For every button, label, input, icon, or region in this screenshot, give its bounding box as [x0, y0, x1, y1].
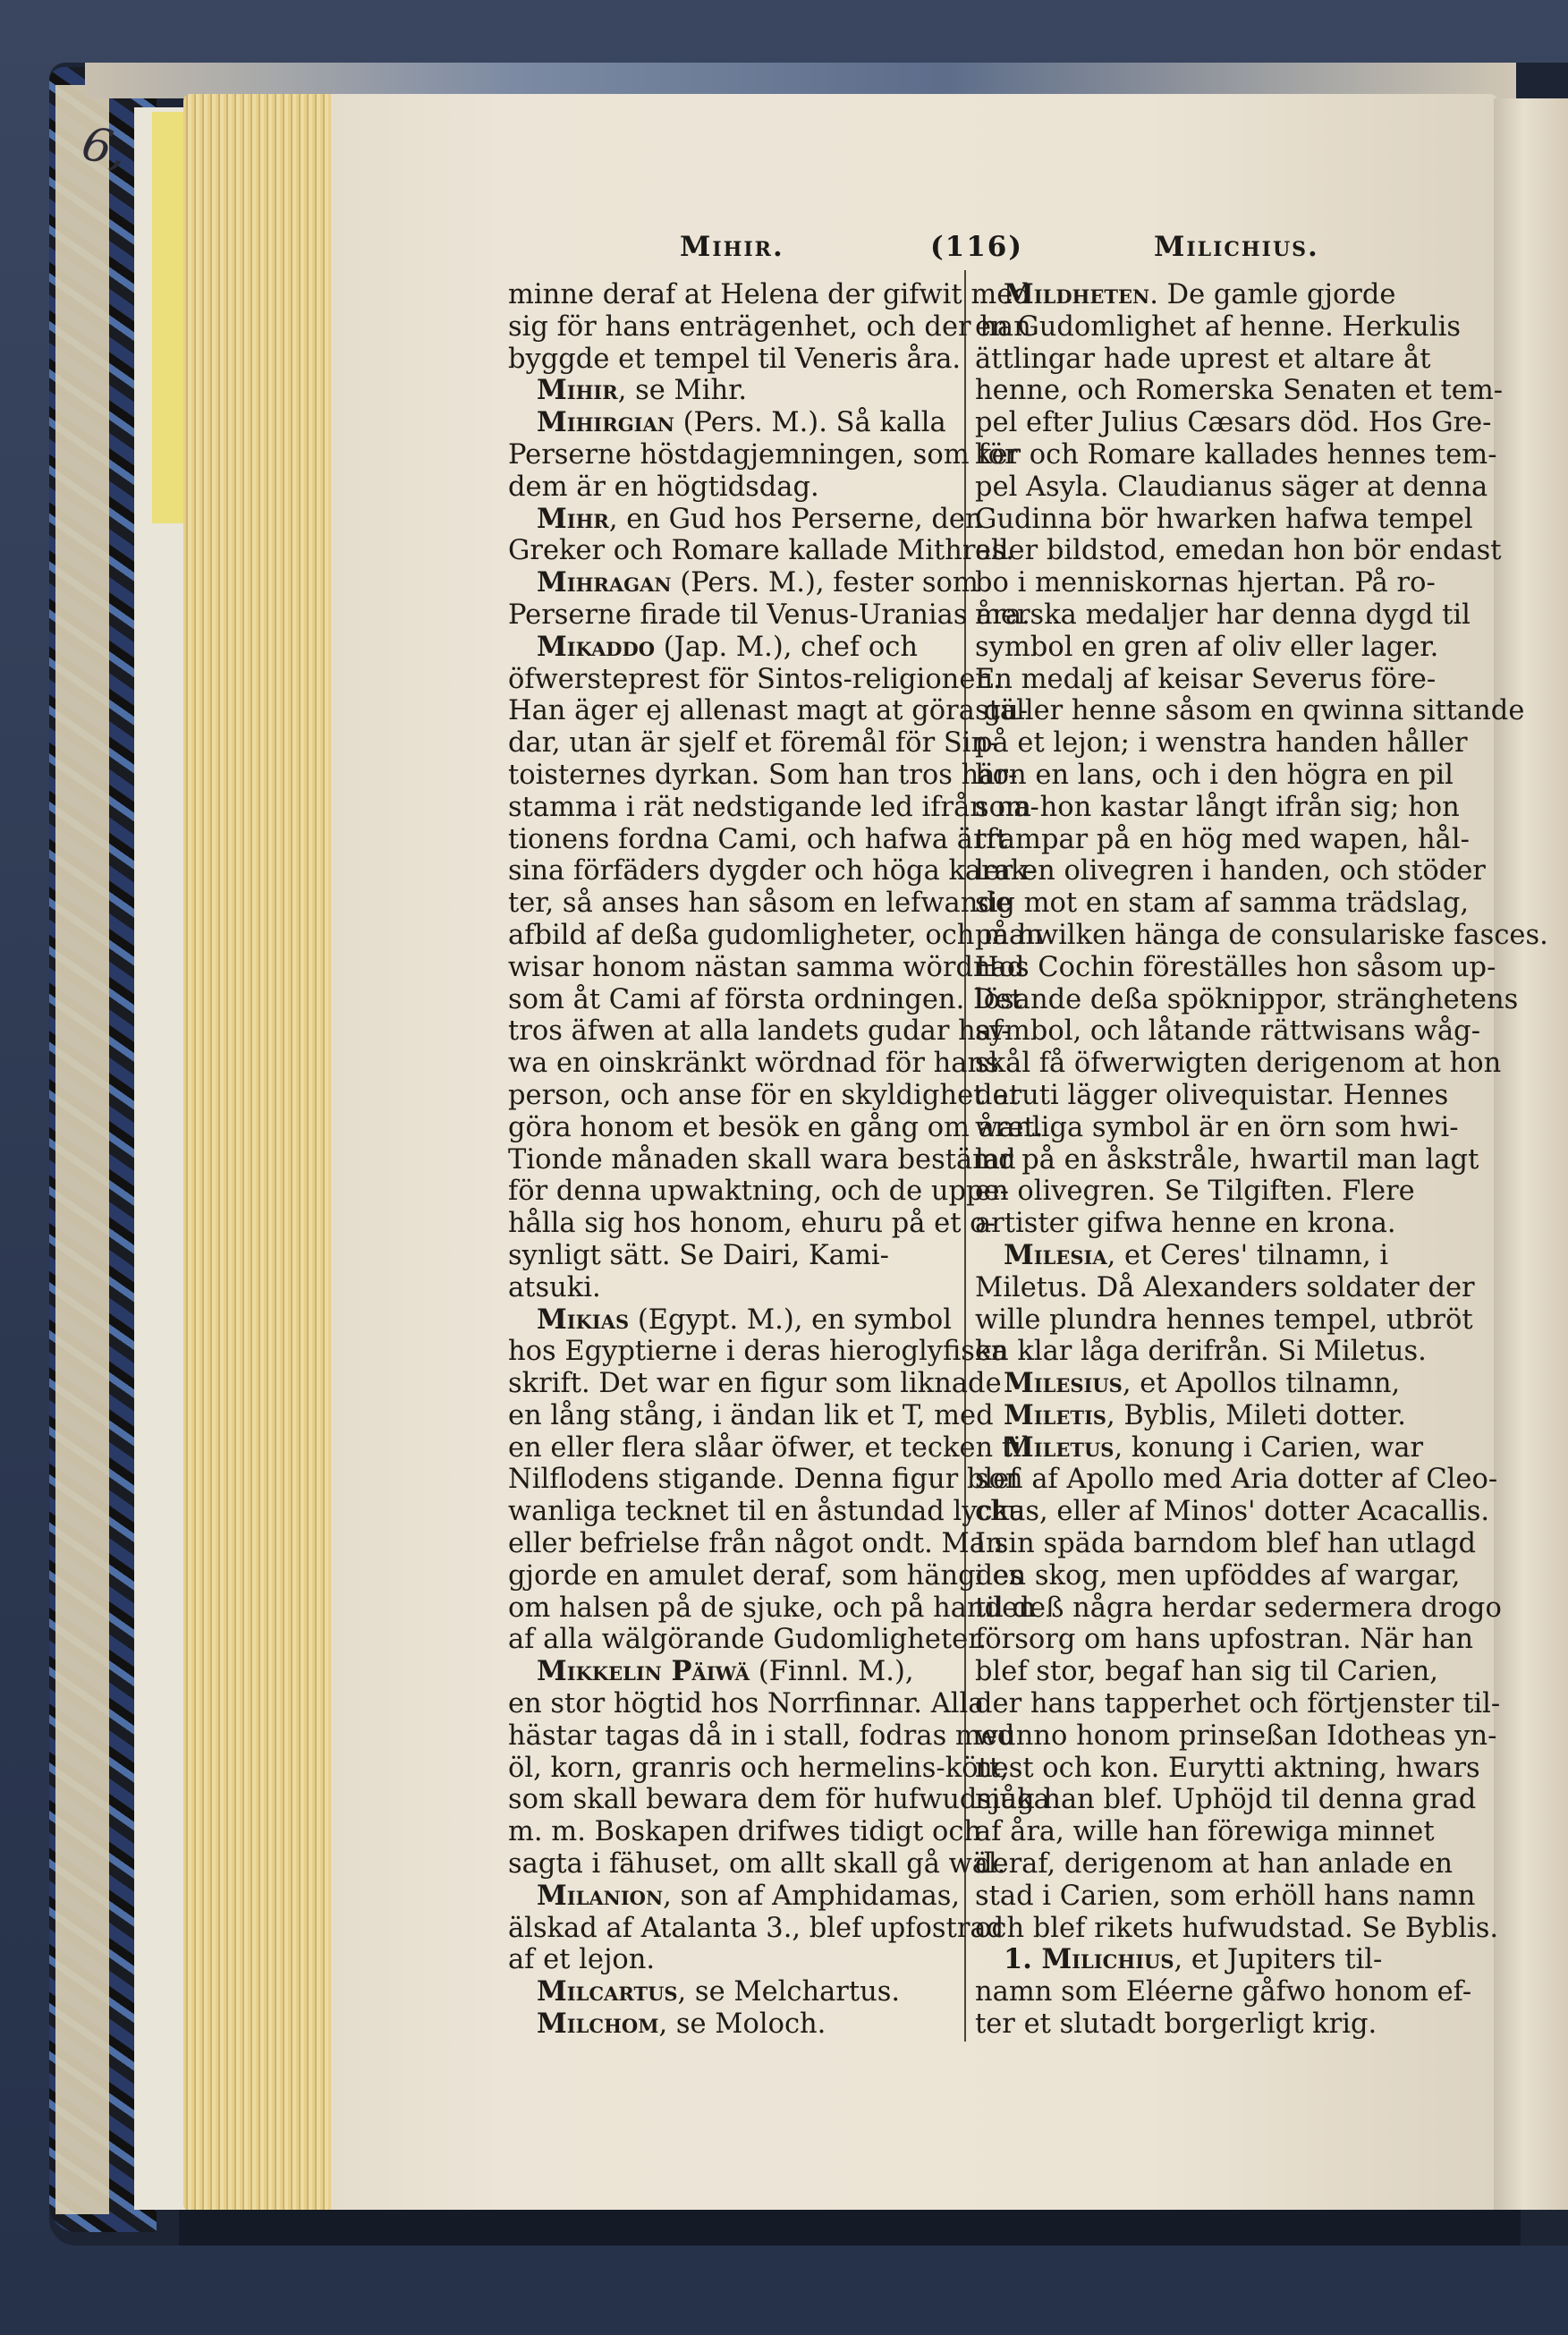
text-line [508, 566, 979, 599]
text-line [975, 792, 1476, 824]
entry-text: Miletus. Då Alexanders soldater der [975, 1271, 1475, 1303]
text-line [508, 919, 1043, 952]
entry-text: stamma i rät nedstigande led ifrån na- [508, 791, 1039, 823]
entry-text: af et lejon. [508, 1944, 656, 1976]
text-line [508, 951, 1025, 984]
entry-text: , et Ceres' tilnamn, i [1106, 1239, 1389, 1271]
text-line [508, 1111, 1044, 1144]
entry-text: ker och Romare kallades hennes tem- [975, 438, 1497, 471]
text-line [975, 1176, 1476, 1208]
entry-text: hålla sig hos honom, ehuru på et o- [508, 1208, 996, 1240]
text-line [508, 1719, 1015, 1753]
entry-text: , se Moloch. [658, 2008, 826, 2041]
text-line [508, 1656, 955, 1688]
text-line [975, 824, 1476, 856]
text-line [975, 1240, 1476, 1272]
text-line [975, 1976, 1476, 2008]
text-line [508, 1304, 955, 1337]
text-line [508, 855, 1037, 887]
entry-headword: Milchom [537, 2008, 659, 2041]
text-line [975, 471, 1488, 504]
text-line [975, 919, 1548, 952]
entry-headword: Milcartus [537, 1975, 678, 2008]
text-line [508, 1784, 1050, 1816]
entry-text: dem är en högtidsdag. [508, 471, 819, 503]
entry-text: wisar honom nästan samma wördnad [508, 951, 1025, 983]
entry-text: wa en oinskränkt wördnad för hans [508, 1048, 999, 1080]
text-line [508, 1015, 1011, 1048]
text-line [975, 1112, 1476, 1144]
entry-text: (Pers. M.). Så kalla [674, 407, 946, 439]
entry-text: merska medaljer har denna dygd til [975, 599, 1471, 631]
entry-text: ter, så anses han såsom en lefwande [508, 887, 1012, 920]
handwritten-margin-note: 6, [77, 116, 132, 179]
entry-text: namn som Eléerne gåfwo honom ef- [975, 1976, 1472, 2008]
text-line [508, 1944, 955, 1976]
entry-text: (Finnl. M.), [750, 1656, 914, 1688]
text-line [975, 1881, 1476, 1913]
entry-text: Han äger ej allenast magt at göra gu- [508, 695, 1029, 727]
right-column [975, 278, 1548, 2041]
entry-text: hon en lans, och i den högra en pil [975, 759, 1454, 791]
text-line [975, 567, 1476, 599]
text-line [975, 1719, 1497, 1753]
text-line [975, 1784, 1476, 1816]
entry-text: Perserne firade til Venus-Uranias åra. [508, 599, 1030, 631]
text-line [508, 1912, 1004, 1945]
text-line [975, 951, 1496, 984]
entry-text: Tionde månaden skall wara bestämd [508, 1143, 1016, 1176]
entry-text: , se Mihr. [617, 375, 748, 407]
text-line [508, 375, 955, 407]
text-line [975, 1944, 1476, 1976]
entry-text: tionens fordna Cami, och hafwa ärft [508, 823, 1008, 855]
entry-text: atsuki. [508, 1271, 601, 1303]
entry-text: deruti lägger olivequistar. Hennes [975, 1079, 1449, 1111]
entry-text: pel efter Julius Cæsars död. Hos Gre- [975, 407, 1492, 439]
right-page-edge [1494, 98, 1568, 2210]
entry-text: , se Melchartus. [677, 1976, 901, 2008]
entry-text: henne, och Romerska Senaten et tem- [975, 375, 1504, 407]
text-line [508, 1496, 1026, 1528]
text-line [508, 407, 955, 439]
text-line [975, 1688, 1501, 1720]
entry-text: (Egypt. M.), en symbol [629, 1303, 952, 1336]
entry-text: om halsen på de sjuke, och på handen [508, 1592, 1036, 1624]
entry-text: Hos Cochin föreställes hon såsom up- [975, 951, 1496, 983]
text-line [975, 983, 1519, 1016]
entry-text: bo i menniskornas hjertan. På ro- [975, 567, 1436, 599]
entry-headword: Mikaddo [537, 630, 655, 663]
text-line [975, 1560, 1476, 1592]
spine-top-edge [85, 63, 1516, 98]
text-line [975, 1208, 1476, 1240]
entry-text: afbild af deßa gudomligheter, och man [508, 919, 1043, 951]
text-line [508, 310, 1031, 344]
text-line [975, 855, 1486, 887]
entry-text: måg han blef. Uphöjd til denna grad [975, 1784, 1477, 1816]
entry-text: försorg om hans upfostran. När han [975, 1624, 1473, 1656]
entry-text: lar på en åskstråle, hwartil man lagt [975, 1143, 1479, 1176]
text-line [508, 1336, 1008, 1368]
entry-text: öl, korn, granris och hermelins-kött, [508, 1752, 1009, 1784]
text-line [975, 695, 1525, 727]
entry-text: artister gifwa henne en krona. [975, 1208, 1396, 1240]
entry-text: hos Egyptierne i deras hieroglyfiska [508, 1336, 1008, 1368]
text-line [975, 1816, 1476, 1848]
text-line [975, 1656, 1476, 1688]
entry-text: chus, eller af Minos' dotter Acacallis. [975, 1496, 1490, 1528]
text-line [508, 1048, 999, 1080]
entry-text: (Pers. M.), fester som [671, 567, 979, 599]
text-line [508, 343, 962, 376]
entry-text: wille plundra hennes tempel, utbröt [975, 1303, 1473, 1336]
text-line [975, 887, 1476, 920]
entry-text: der hans tapperhet och förtjenster til- [975, 1688, 1501, 1720]
left-column [508, 279, 1050, 2041]
entry-headword: Mihirgian [537, 406, 674, 439]
entry-text: på hwilken hänga de consulariske fasces. [975, 919, 1548, 951]
text-line [975, 664, 1476, 696]
text-line [975, 1848, 1476, 1881]
entry-text: sig mot en stam af samma trädslag, [975, 887, 1470, 920]
text-line [508, 823, 1008, 856]
text-line [508, 1208, 996, 1240]
entry-text: symbol en gren af oliv eller lager. [975, 631, 1439, 663]
text-line [975, 1272, 1476, 1304]
text-line [508, 1976, 955, 2008]
entry-headword: Miletis [1004, 1398, 1106, 1431]
entry-headword: 1. Milichius [1004, 1943, 1174, 1976]
text-line [508, 2008, 955, 2041]
text-line [975, 311, 1476, 344]
entry-text: wanliga tecknet til en åstundad lycka [508, 1496, 1026, 1528]
text-line [975, 1752, 1480, 1785]
entry-headword: Milesia [1004, 1238, 1107, 1271]
text-line [508, 1464, 1020, 1496]
entry-text: älskad af Atalanta 3., blef upfostrad [508, 1912, 1004, 1944]
entry-headword: Mikkelin Päiwä [537, 1655, 750, 1688]
text-line [975, 1912, 1499, 1945]
entry-text: ättlingar hade uprest et altare åt [975, 343, 1431, 375]
entry-text: tros äfwen at alla landets gudar haf- [508, 1015, 1011, 1048]
text-line [975, 279, 1476, 311]
endpaper [55, 85, 109, 2214]
text-line [508, 1848, 1006, 1881]
text-line [508, 887, 1012, 920]
text-line [508, 1240, 955, 1272]
entry-text: , et Apollos tilnamn, [1122, 1368, 1401, 1400]
text-line [508, 1399, 994, 1432]
text-line [508, 535, 1014, 567]
entry-text: öfwersteprest för Sintos-religionen. [508, 663, 1002, 695]
entry-text: stad i Carien, som erhöll hans namn [975, 1880, 1476, 1912]
entry-text: ler en olivegren i handen, och stöder [975, 855, 1486, 887]
text-line [975, 1048, 1502, 1080]
text-line [508, 502, 983, 536]
entry-text: blef stor, begaf han sig til Carien, [975, 1656, 1438, 1688]
text-line [508, 599, 1030, 632]
entry-text: I sin späda barndom blef han utlagd [975, 1528, 1477, 1560]
text-line [508, 727, 998, 760]
entry-headword: Mihragan [537, 566, 672, 599]
text-line [975, 438, 1497, 471]
entry-text: , et Jupiters til- [1174, 1944, 1383, 1976]
text-line [508, 695, 1029, 727]
entry-text: Nilflodens stigande. Denna figur blef [508, 1464, 1020, 1496]
entry-headword: Mildheten [1004, 278, 1150, 310]
entry-text: deraf, derigenom at han anlade en [975, 1848, 1454, 1881]
text-line [975, 1592, 1502, 1625]
entry-text: sagta i fähuset, om allt skall gå wäl. [508, 1848, 1006, 1881]
entry-text: , Byblis, Mileti dotter. [1106, 1399, 1406, 1431]
text-line [508, 759, 1018, 792]
text-line [975, 375, 1504, 407]
text-line [508, 983, 1022, 1016]
entry-text: en stor högtid hos Norrfinnar. Alla [508, 1688, 985, 1720]
text-line [508, 1688, 985, 1720]
text-line [975, 1336, 1476, 1368]
entry-text: i en skog, men upföddes af wargar, [975, 1559, 1461, 1592]
entry-text: som skall bewara dem för hufwudsjuka [508, 1784, 1050, 1816]
entry-headword: Mihr [537, 502, 609, 535]
text-line [975, 1400, 1476, 1432]
entry-text: som åt Cami af första ordningen. Det [508, 983, 1022, 1015]
entry-text: , konung i Carien, war [1114, 1431, 1424, 1464]
page-edges [183, 94, 335, 2214]
entry-text: minne deraf at Helena der gifwit med [508, 279, 1030, 310]
text-line [975, 407, 1492, 439]
entry-text: skrift. Det war en figur som liknade [508, 1368, 1002, 1400]
text-line [975, 344, 1476, 376]
text-line [508, 663, 1002, 696]
entry-text: och blef rikets hufwudstad. Se Byblis. [975, 1912, 1499, 1944]
text-line [508, 1752, 1009, 1785]
entry-text: göra honom et besök en gång om året. [508, 1111, 1044, 1143]
entry-text: wanliga symbol är en örn som hwi- [975, 1111, 1459, 1143]
text-line [508, 1368, 1002, 1400]
text-line [975, 1304, 1476, 1337]
entry-headword: Mikias [537, 1303, 630, 1336]
text-line [508, 1176, 1009, 1208]
entry-text: en lång stång, i ändan lik et T, med [508, 1399, 994, 1431]
text-line [975, 1143, 1479, 1176]
entry-text: af åra, wille han förewiga minnet [975, 1816, 1435, 1848]
entry-text: trampar på en hög med wapen, hål- [975, 823, 1470, 855]
text-line [508, 471, 955, 504]
text-line [508, 1816, 982, 1848]
text-line [508, 1143, 1016, 1176]
text-line [975, 1496, 1490, 1528]
entry-text: (Jap. M.), chef och [655, 631, 918, 663]
entry-text: eller befrielse från något ondt. Man [508, 1528, 1004, 1560]
running-head-left: Mihir. [680, 231, 784, 263]
text-line [975, 1464, 1498, 1496]
text-line [508, 1272, 955, 1304]
entry-text: dar, utan är sjelf et föremål för Sin- [508, 727, 998, 760]
entry-text: sina förfäders dygder och höga karak- [508, 855, 1037, 887]
text-line [975, 1624, 1476, 1656]
entry-headword: Milanion [537, 1879, 664, 1912]
text-line [508, 1592, 1036, 1625]
entry-text: af alla wälgörande Gudomligheter. [508, 1624, 987, 1656]
entry-text: en olivegren. Se Tilgiften. Flere [975, 1176, 1415, 1208]
text-line [975, 1080, 1476, 1112]
entry-text: en klar låga derifrån. Si Miletus. [975, 1336, 1427, 1368]
text-line [975, 1368, 1476, 1400]
entry-headword: Miletus [1004, 1431, 1115, 1464]
entry-text: sig för hans enträgenhet, och der han [508, 310, 1031, 343]
entry-text: skål få öfwerwigten derigenom at hon [975, 1048, 1502, 1080]
text-line [975, 760, 1476, 792]
text-line [975, 1015, 1480, 1048]
entry-text: symbol, och låtande rättwisans wåg- [975, 1015, 1480, 1048]
text-line [975, 599, 1476, 632]
entry-text: gjorde en amulet deraf, som hängdes [508, 1559, 1023, 1592]
entry-text: , en Gud hos Perserne, den [608, 503, 983, 535]
text-line [508, 1879, 961, 1913]
entry-text: en Gudomlighet af henne. Herkulis [975, 310, 1461, 343]
text-line [508, 279, 1030, 311]
entry-text: ställer henne såsom en qwinna sittande [975, 695, 1525, 727]
entry-text: som hon kastar långt ifrån sig; hon [975, 791, 1460, 823]
text-line [508, 791, 1039, 824]
entry-text: eller bildstod, emedan hon bör endast [975, 535, 1502, 567]
entry-text: byggde et tempel til Veneris åra. [508, 343, 962, 375]
yellow-tab [152, 112, 186, 523]
text-line [508, 1079, 1021, 1112]
text-line [508, 1559, 1023, 1592]
entry-text: m. m. Boskapen drifwes tidigt och [508, 1816, 982, 1848]
entry-text: hästar tagas då in i stall, fodras med [508, 1719, 1015, 1752]
entry-text: En medalj af keisar Severus före- [975, 663, 1437, 695]
entry-text: . De gamle gjorde [1149, 279, 1396, 310]
text-line [508, 632, 955, 664]
entry-text: på et lejon; i wenstra handen håller [975, 727, 1468, 760]
page-number: (116) [930, 231, 1024, 263]
text-line [508, 438, 1018, 471]
entry-text: pel Asyla. Claudianus säger at denna [975, 471, 1488, 503]
entry-text: wunno honom prinseßan Idotheas yn- [975, 1719, 1497, 1752]
entry-text: Gudinna bör hwarken hafwa tempel [975, 503, 1473, 535]
entry-text: person, och anse för en skyldighet at [508, 1079, 1021, 1111]
entry-text: toisternes dyrkan. Som han tros här- [508, 759, 1018, 791]
text-line [975, 727, 1476, 760]
text-line [975, 535, 1502, 567]
entry-text: synligt sätt. Se Dairi, Kami- [508, 1239, 889, 1271]
entry-headword: Milesius [1004, 1367, 1123, 1400]
text-line [975, 504, 1476, 536]
entry-headword: Mihir [537, 374, 618, 407]
entry-text: ter et slutadt borgerligt krig. [975, 2008, 1377, 2041]
entry-text: til deß några herdar sedermera drogo [975, 1592, 1502, 1624]
entry-text: nest och kon. Eurytti aktning, hwars [975, 1752, 1480, 1784]
bottom-shadow [179, 2210, 1521, 2246]
text-line [975, 2008, 1476, 2041]
entry-text: lösande deßa spöknippor, stränghetens [975, 983, 1519, 1015]
text-line [975, 632, 1476, 664]
text-line [508, 1624, 987, 1656]
running-head-right: Milichius. [1154, 231, 1319, 263]
text-line [508, 1431, 1030, 1465]
text-line [508, 1528, 1004, 1560]
text-line [975, 1432, 1476, 1465]
entry-text: Perserne höstdagjemningen, som för [508, 438, 1018, 471]
entry-text: son af Apollo med Aria dotter af Cleo- [975, 1464, 1498, 1496]
text-line [975, 1528, 1476, 1560]
entry-text: en eller flera slåar öfwer, et tecken til [508, 1431, 1030, 1464]
entry-text: Greker och Romare kallade Mithras. [508, 535, 1014, 567]
entry-text: för denna upwaktning, och de uppe- [508, 1176, 1009, 1208]
entry-text: , son af Amphidamas, [663, 1880, 961, 1912]
